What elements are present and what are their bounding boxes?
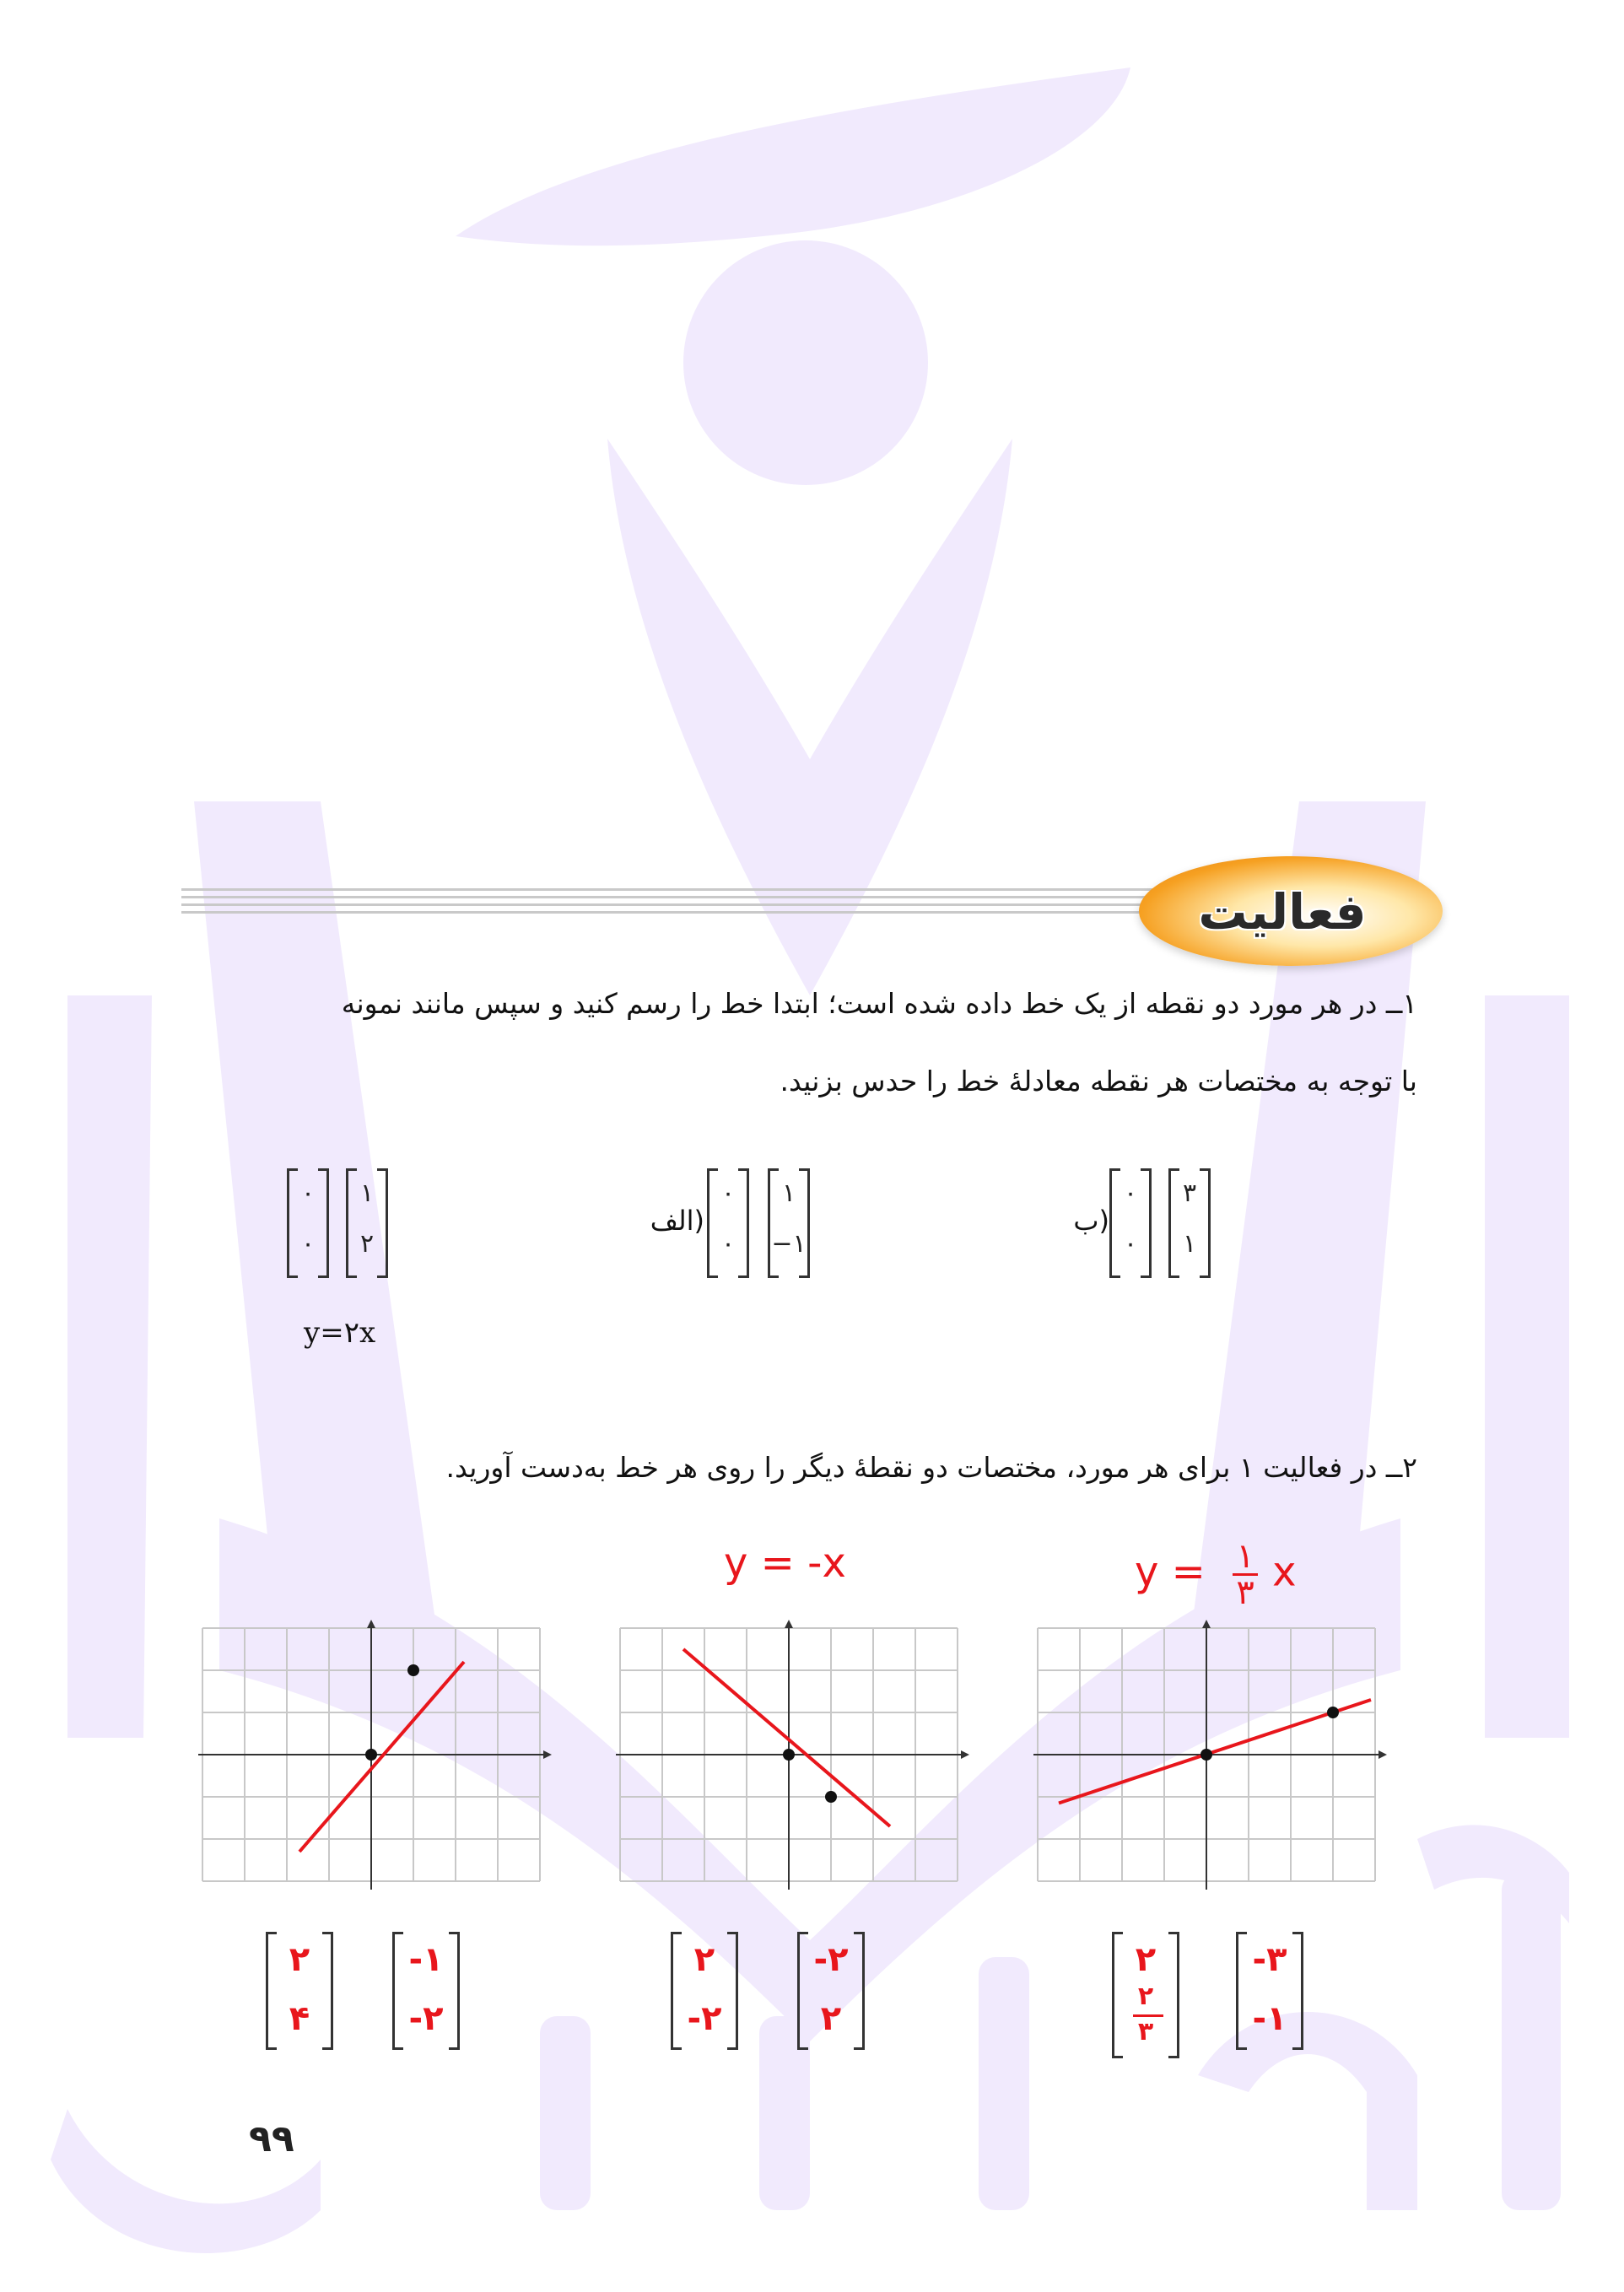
matrix-value: ۰ — [300, 1229, 316, 1259]
matrix-value: ۱ — [781, 1178, 796, 1208]
matrix-value: -۲ — [408, 1999, 444, 2038]
matrix-value: ۲ — [1135, 1940, 1157, 1979]
y-axis-arrow — [367, 1620, 375, 1628]
page-number: ۹۹ — [249, 2117, 294, 2160]
matrix-value: ۰ — [1123, 1178, 1138, 1208]
x-axis-arrow — [543, 1750, 552, 1759]
part-alef-label: (الف — [650, 1205, 704, 1237]
graph2-answer-point-b — [797, 1932, 865, 2050]
given-point — [1327, 1707, 1339, 1718]
y-axis-arrow — [785, 1620, 793, 1628]
graph3-answer-point-a — [1112, 1932, 1179, 2058]
matrix-value: −۱ — [771, 1229, 807, 1259]
matrix-value: ۴ — [289, 1999, 310, 2038]
matrix-value: -۳ — [1252, 1940, 1287, 1979]
matrix-value: -۱ — [1252, 1999, 1287, 2038]
item1-line2: با توجه به مختصات هر نقطه معادلهٔ خط را حدس بزنید. — [780, 1065, 1417, 1097]
be-matrix-point — [1168, 1168, 1211, 1278]
example-equation: y=۲x — [304, 1316, 376, 1350]
be-matrix-origin — [1109, 1168, 1152, 1278]
header-rule-lines — [181, 888, 1219, 922]
fraction — [1233, 1537, 1257, 1612]
matrix-value: -۱ — [408, 1940, 444, 1979]
fraction-point-denominator: ۳ — [1137, 2017, 1154, 2047]
given-point — [407, 1664, 419, 1676]
given-point — [825, 1791, 837, 1803]
origin-point — [783, 1749, 795, 1761]
graph-3-coordinate-plane — [1029, 1620, 1409, 1898]
activity-title: فعالیت — [1198, 883, 1367, 941]
matrix-value: ۳ — [1182, 1178, 1197, 1208]
equation-prefix: y = — [1135, 1548, 1219, 1596]
x-axis-arrow — [1379, 1750, 1387, 1759]
alef-matrix-origin — [707, 1168, 749, 1278]
matrix-value: ۰ — [300, 1178, 316, 1208]
origin-point — [365, 1749, 377, 1761]
part-be-label: (ب — [1073, 1205, 1109, 1237]
matrix-value: ۲ — [820, 1999, 842, 2038]
fraction-numerator: ۱ — [1233, 1540, 1257, 1576]
graph2-equation: y = -x — [724, 1540, 846, 1587]
graph2-answer-point-a — [671, 1932, 738, 2050]
matrix-value: -۲ — [687, 1999, 722, 2038]
graph-1-coordinate-plane — [194, 1620, 565, 1898]
graph-line — [1059, 1700, 1371, 1804]
item2-text: ۲ــ در فعالیت ۱ برای هر مورد، مختصات دو نقطهٔ دیگر را روی هر خط به‌دست آورید. — [445, 1451, 1417, 1484]
graph3-answer-point-b — [1236, 1932, 1303, 2050]
matrix-value: ۱ — [1182, 1229, 1197, 1259]
matrix-value: ۲ — [359, 1229, 375, 1259]
matrix-value: ۲ — [289, 1940, 310, 1979]
y-axis-arrow — [1202, 1620, 1211, 1628]
item1-line1: ۱ــ در هر مورد دو نقطه از یک خط داده شده است؛ ابتدا خط را رسم کنید و سپس مانند نمونه — [341, 987, 1417, 1020]
matrix-value: ۰ — [720, 1229, 736, 1259]
graph3-equation — [1135, 1537, 1297, 1615]
graph-line — [683, 1649, 890, 1826]
x-axis-arrow — [961, 1750, 969, 1759]
matrix-value: ۱ — [359, 1178, 375, 1208]
graph1-answer-point-b — [392, 1932, 460, 2050]
graph-2-coordinate-plane — [612, 1620, 983, 1898]
alef-matrix-point — [768, 1168, 810, 1278]
example-matrix-origin — [287, 1168, 329, 1278]
matrix-value: -۲ — [813, 1940, 849, 1979]
fraction-point-numerator: ۲ — [1137, 1982, 1154, 2011]
example-matrix-point — [346, 1168, 388, 1278]
matrix-value: ۰ — [1123, 1229, 1138, 1259]
matrix-value: ۰ — [720, 1178, 736, 1208]
matrix-value: ۲ — [693, 1940, 715, 1979]
origin-point — [1200, 1749, 1212, 1761]
fraction-denominator: ۳ — [1236, 1573, 1254, 1612]
equation-suffix: x — [1272, 1548, 1297, 1596]
graph1-answer-point-a — [266, 1932, 333, 2050]
graph-line — [299, 1662, 464, 1852]
